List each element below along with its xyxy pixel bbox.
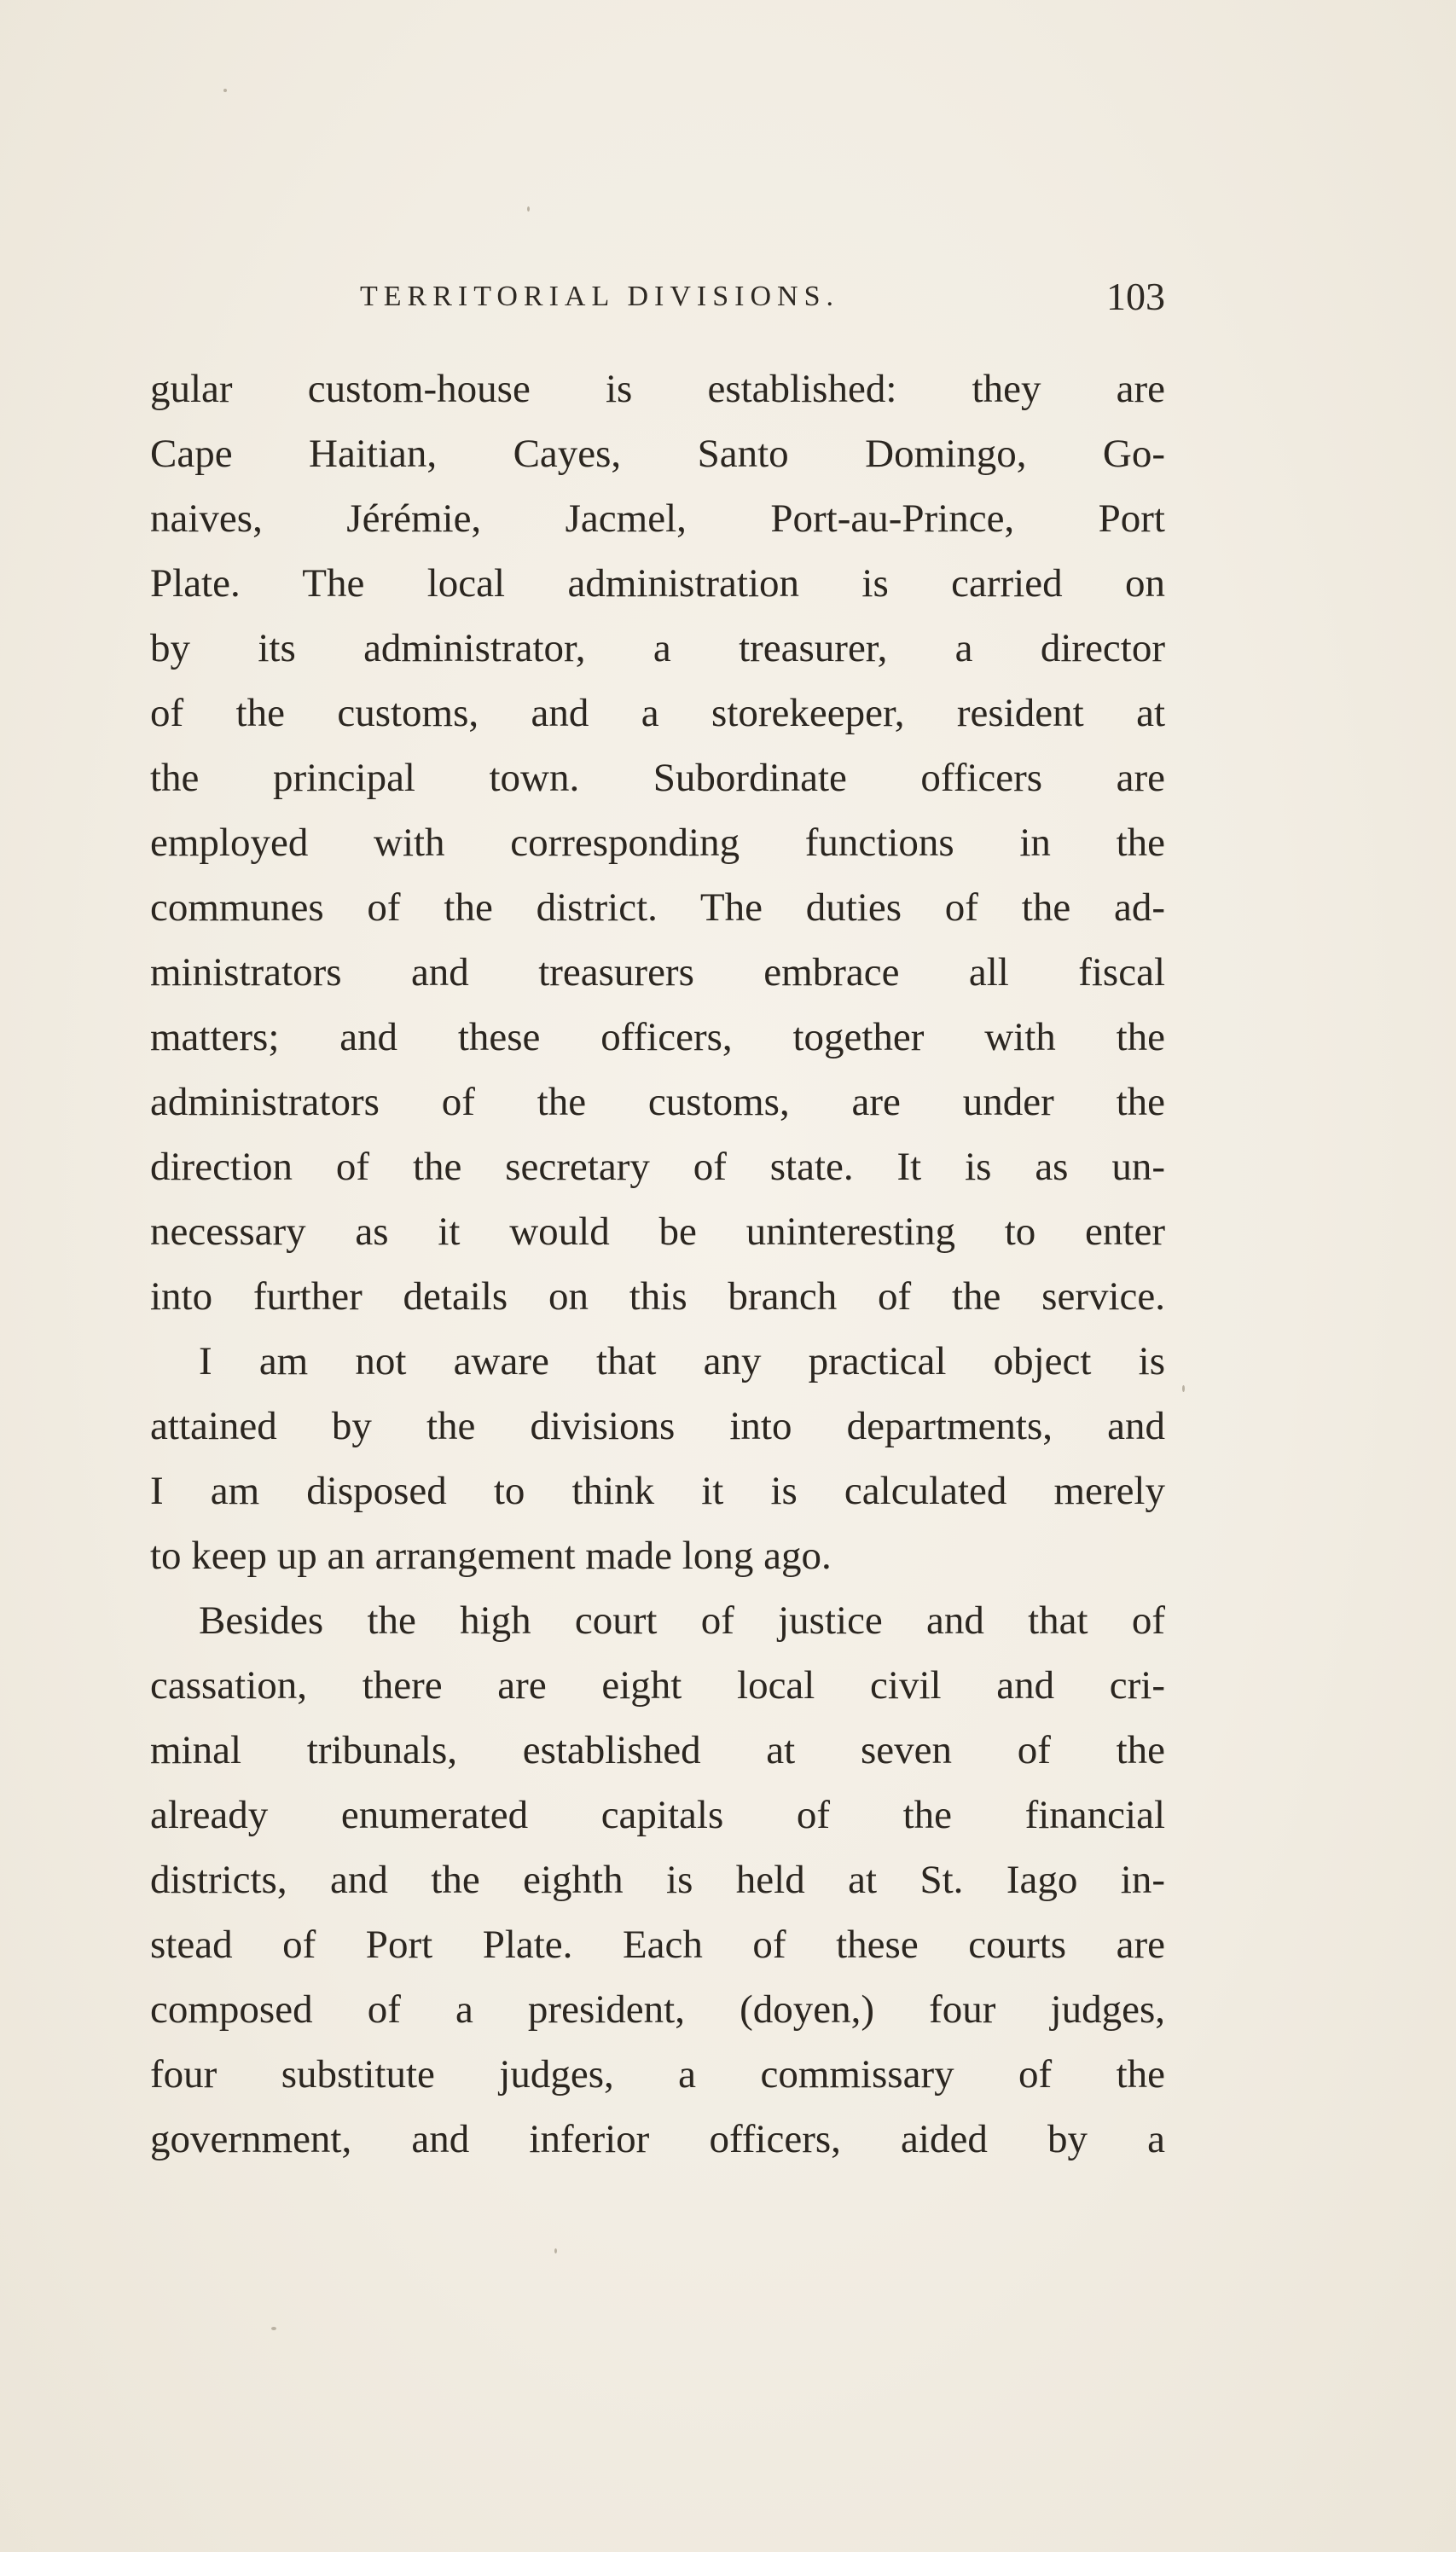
text-line: Besides the high court of justice and that of — [199, 1598, 1165, 1643]
text-line: cassation, there are eight local civil and cri- — [150, 1663, 1165, 1708]
text-line: into further details on this branch of the service. — [150, 1274, 1165, 1319]
paper-speck — [271, 2327, 276, 2330]
paper-speck — [554, 2248, 557, 2253]
text-line: to keep up an arrangement made long ago. — [150, 1534, 832, 1578]
text-line: the principal town. Subordinate officers are — [150, 756, 1165, 800]
text-line: direction of the secretary of state. It is as un- — [150, 1145, 1165, 1189]
page-number: 103 — [1106, 275, 1165, 318]
text-line: ministrators and treasurers embrace all fiscal — [150, 950, 1165, 995]
running-head — [150, 271, 1165, 322]
text-line: minal tribunals, established at seven of the — [150, 1728, 1165, 1772]
text-line: four substitute judges, a commissary of the — [150, 2052, 1165, 2097]
text-line: matters; and these officers, together with the — [150, 1015, 1165, 1059]
text-line: communes of the district. The duties of the ad- — [150, 885, 1165, 930]
text-line: administrators of the customs, are under the — [150, 1080, 1165, 1124]
paragraph-3 — [150, 1588, 1165, 2172]
text-line: government, and inferior officers, aided by a — [150, 2117, 1165, 2161]
body-text — [150, 357, 1165, 2172]
text-line: stead of Port Plate. Each of these courts are — [150, 1923, 1165, 1967]
text-line: I am disposed to think it is calculated merely — [150, 1469, 1165, 1513]
paragraph-1 — [150, 357, 1165, 1329]
text-line: gular custom-house is established: they are — [150, 367, 1165, 411]
text-line: naives, Jérémie, Jacmel, Port-au-Prince, Port — [150, 496, 1165, 541]
text-line: composed of a president, (doyen,) four judges, — [150, 1987, 1165, 2032]
text-line: already enumerated capitals of the financial — [150, 1793, 1165, 1837]
text-line: districts, and the eighth is held at St. Iago in- — [150, 1858, 1165, 1902]
text-line: attained by the divisions into departments, and — [150, 1404, 1165, 1448]
text-line: necessary as it would be uninteresting to enter — [150, 1209, 1165, 1254]
running-title: TERRITORIAL DIVISIONS. — [360, 281, 839, 312]
paper-speck — [527, 206, 530, 212]
text-line: by its administrator, a treasurer, a director — [150, 626, 1165, 670]
text-line: of the customs, and a storekeeper, resident at — [150, 691, 1165, 735]
paper-speck — [1182, 1385, 1185, 1392]
text-line: employed with corresponding functions in the — [150, 821, 1165, 865]
text-line: Cape Haitian, Cayes, Santo Domingo, Go- — [150, 432, 1165, 476]
text-line: Plate. The local administration is carried on — [150, 561, 1165, 606]
paragraph-2 — [150, 1329, 1165, 1588]
paper-speck — [223, 89, 227, 92]
text-line: I am not aware that any practical object is — [199, 1339, 1165, 1383]
